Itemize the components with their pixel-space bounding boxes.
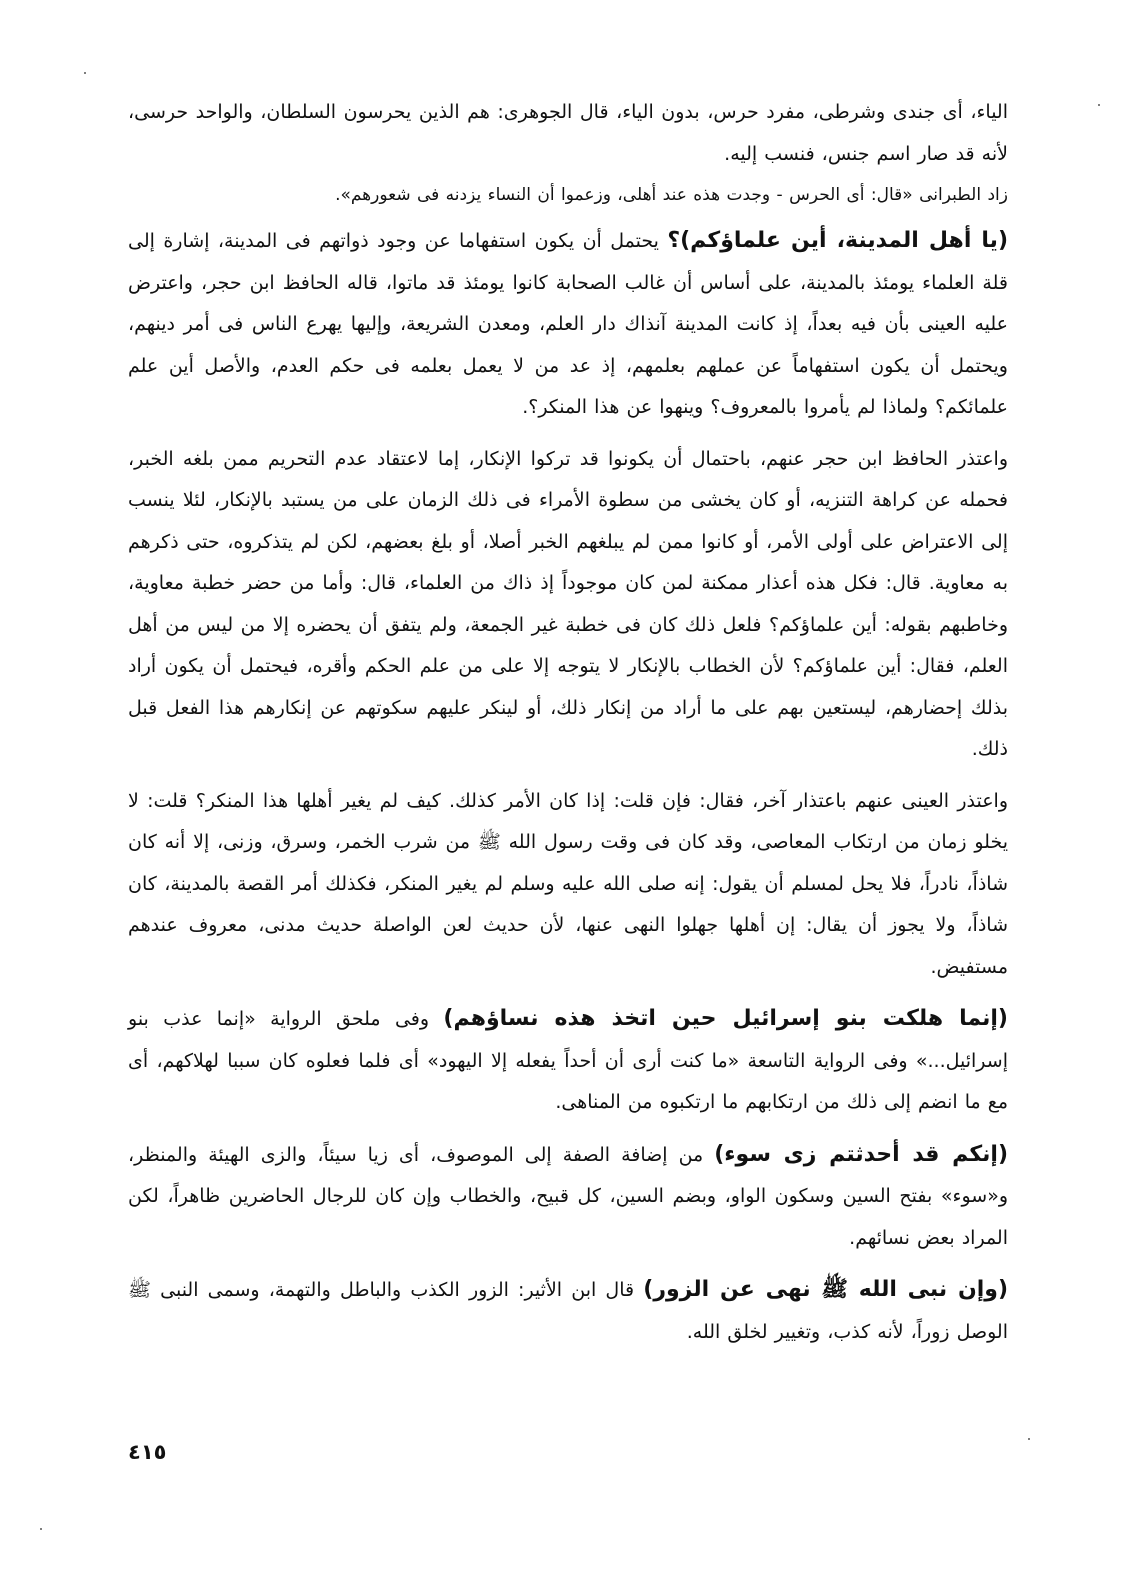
paragraph-1-body: الياء، أى جندى وشرطى، مفرد حرس، بدون الياء، قال الجوهرى: هم الذين يحرسون السلطان، والواحد حرسى، لأنه قد صار اسم جنس، فنسب إليه. <box>128 101 1008 165</box>
paragraph-7-heading: (إنكم قد أحدثتم زى سوء) <box>714 1141 1009 1167</box>
paragraph-6-body: وفى ملحق الرواية «إنما عذب بنو إسرائيل...» وفى الرواية التاسعة «ما كنت أرى أن أحداً يفعله إلا اليهود» أى فلما فعلوه كان سببا لهلاكهم، أى مع ما انضم إلى ذلك من ارتكابهم ما ارتكبوه من المناهى. <box>128 1008 1008 1113</box>
paragraph-4-body: واعتذر الحافظ ابن حجر عنهم، باحتمال أن يكونوا قد تركوا الإنكار، إما لاعتقاد عدم التحريم ممن بلغه الخبر، فحمله عن كراهة التنزيه، أو كان يخشى من سطوة الأمراء فى ذلك الزمان على من يستبد بالإنكار، لئلا ينسب إلى الاعتراض على أولى الأمر، أو كانوا ممن لم يبلغهم الخبر أصلا، أو بلغ بعضهم، لكن لم يتذكروه، حتى ذكرهم به معاوية. قال: فكل هذه أعذار ممكنة لمن كان موجوداً إذ ذاك من العلماء، قال: وأما من حضر خطبة معاوية، وخاطبهم بقوله: أين علماؤكم؟ فلعل ذلك كان فى خطبة غير الجمعة، ولم يتفق أن يحضره إلا من ليس من أهل العلم، فقال: أين علماؤكم؟ لأن الخطاب بالإنكار لا يتوجه إلا على من علم الحكم وأقره، فيحتمل أن يكون أراد بذلك إحضارهم، ليستعين بهم على ما أراد من إنكار ذلك، أو لينكر عليهم سكوتهم عن إنكارهم هذا الفعل قبل ذلك. <box>128 447 1008 760</box>
scan-speck <box>40 1528 42 1530</box>
paragraph-8 <box>128 1269 1008 1353</box>
paragraph-2 <box>128 175 1008 216</box>
paragraph-5-body: واعتذر العينى عنهم باعتذار آخر، فقال: فإن قلت: إذا كان الأمر كذلك. كيف لم يغير أهلها هذا المنكر؟ قلت: لا يخلو زمان من ارتكاب المعاصى، وقد كان فى وقت رسول الله ﷺ من شرب الخمر، وسرق، وزنى، إلا أنه كان شاذاً، نادراً، فلا يحل لمسلم أن يقول: إنه صلى الله عليه وسلم لم يغير المنكر، فكذلك أمر القصة بالمدينة، كان شاذاً، ولا يجوز أن يقال: إن أهلها جهلوا النهى عنها، لأن حديث لعن الواصلة حديث مدنى، معروف عندهم مستفيض. <box>128 789 1008 978</box>
paragraph-3 <box>128 220 1008 429</box>
paragraph-8-body: قال ابن الأثير: الزور الكذب والباطل والتهمة، وسمى النبى ﷺ الوصل زوراً، لأنه كذب، وتغيير لخلق الله. <box>128 1279 1008 1343</box>
paragraph-7-body: من إضافة الصفة إلى الموصوف، أى زيا سيئاً، والزى الهيئة والمنظر، و«سوء» بفتح السين وسكون الواو، وبضم السين، كل قبيح، والخطاب وإن كان للرجال الحاضرين ظاهراً، لكن المراد بعض نسائهم. <box>128 1143 1008 1249</box>
paragraph-3-body: يحتمل أن يكون استفهاما عن وجود ذواتهم فى المدينة، إشارة إلى قلة العلماء يومئذ بالمدينة، على أساس أن غالب الصحابة كانوا يومئذ قد ماتوا، قاله الحافظ ابن حجر، واعترض عليه العينى بأن فيه بعداً، إذ كانت المدينة آنذاك دار العلم، ومعدن الشريعة، وإليها يهرع الناس فى أمر دينهم، ويحتمل أن يكون استفهاماً عن عملهم بعلمهم، إذ عد من لا يعمل بعلمه فى حكم العدم، والأصل أين علم علمائكم؟ ولماذا لم يأمروا بالمعروف؟ وينهوا عن هذا المنكر؟. <box>128 230 1008 418</box>
paragraph-6-heading: (إنما هلكت بنو إسرائيل حين اتخذ هذه نساؤهم) <box>443 1006 1008 1031</box>
scan-speck <box>84 72 86 74</box>
paragraph-4 <box>128 439 1008 771</box>
paragraph-2-body: زاد الطبرانى «قال: أى الحرس - وجدت هذه عند أهلى، وزعموا أن النساء يزدنه فى شعورهم». <box>335 185 1008 205</box>
paragraph-7 <box>128 1134 1008 1260</box>
paragraph-5 <box>128 781 1008 989</box>
paragraph-1 <box>128 92 1008 175</box>
paragraph-3-heading: (يا أهل المدينة، أين علماؤكم)؟ <box>667 228 1009 253</box>
page-text <box>128 92 1008 1353</box>
paragraph-8-heading: (وإن نبى الله ﷺ نهى عن الزور) <box>643 1277 1009 1302</box>
scan-speck <box>1098 104 1100 106</box>
paragraph-6 <box>128 998 1008 1124</box>
page-number: ٤١٥ <box>128 1440 167 1464</box>
scan-speck <box>1028 1438 1030 1440</box>
